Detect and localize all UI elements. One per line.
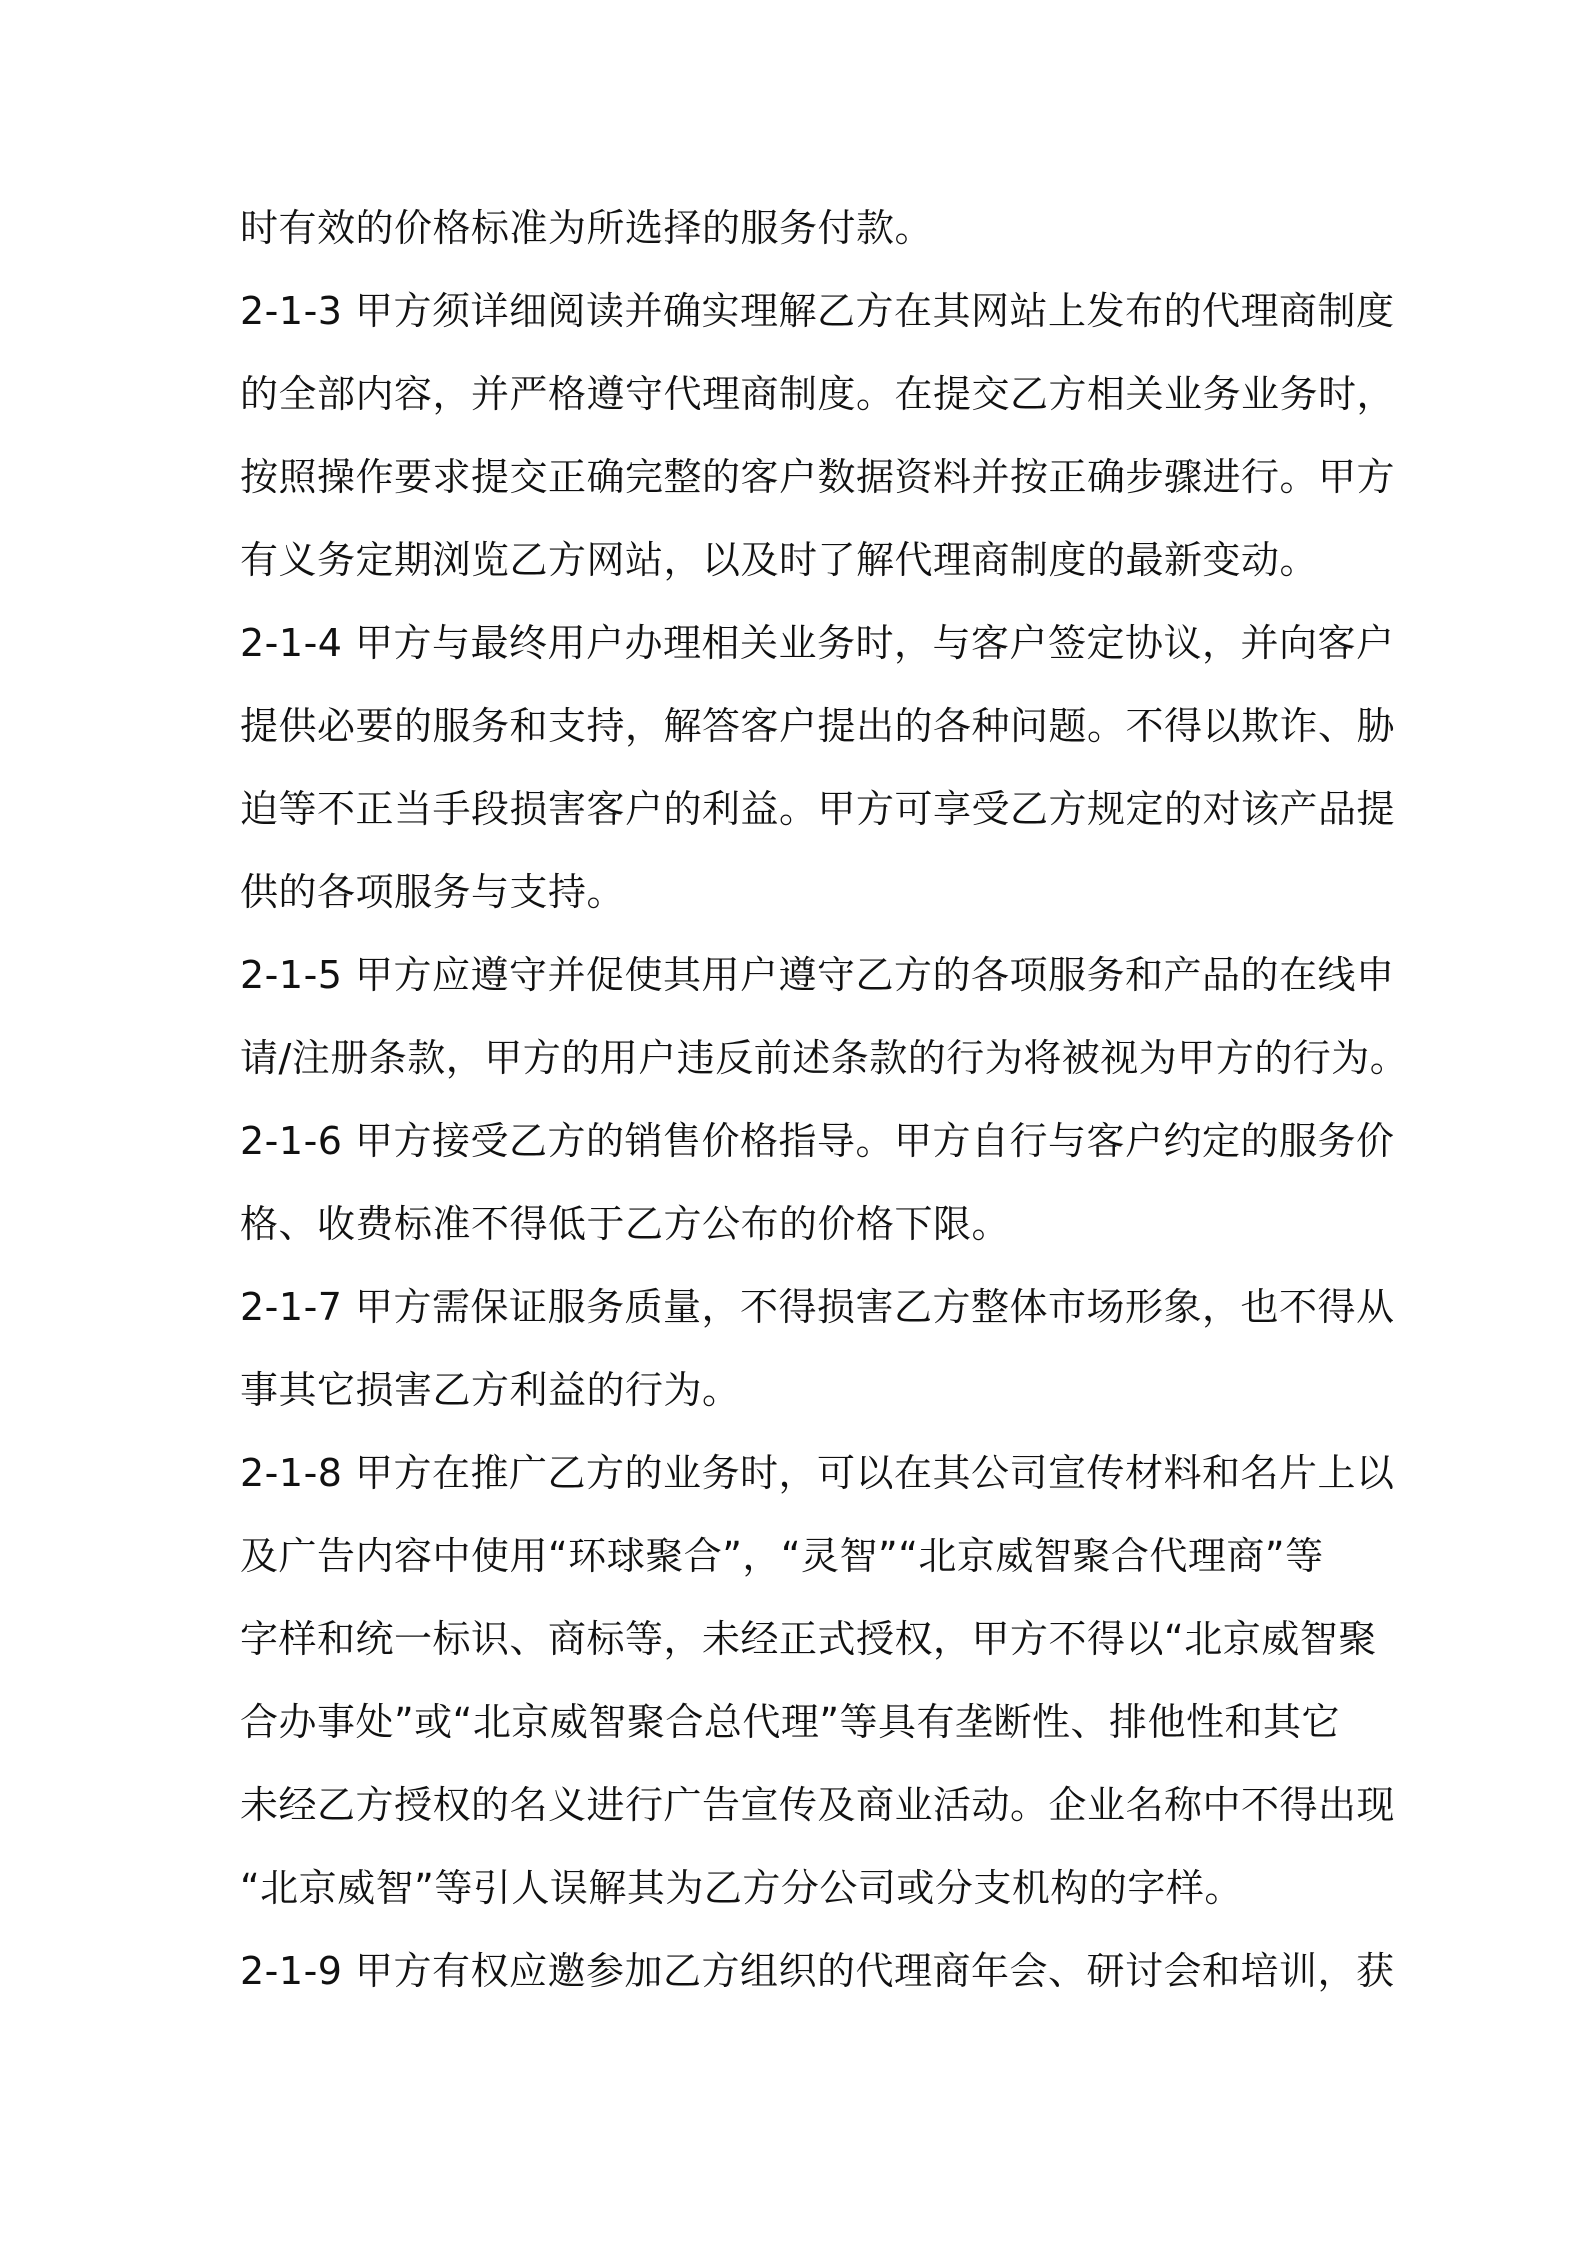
text-line: “北京威智”等引人误解其为乙方分公司或分支机构的字样。	[240, 1866, 1243, 1910]
text-line: 请/注册条款，甲方的用户违反前述条款的行为将被视为甲方的行为。	[240, 1036, 1409, 1080]
text-line: 事其它损害乙方利益的行为。	[240, 1368, 741, 1412]
text-line: 合办事处”或“北京威智聚合总代理”等具有垄断性、排他性和其它	[240, 1700, 1341, 1744]
text-line: 提供必要的服务和支持，解答客户提出的各种问题。不得以欺诈、胁	[240, 704, 1396, 748]
text-line: 2-1-5 甲方应遵守并促使其用户遵守乙方的各项服务和产品的在线申	[240, 953, 1395, 997]
text-line: 2-1-3 甲方须详细阅读并确实理解乙方在其网站上发布的代理商制度	[240, 289, 1395, 333]
text-line: 2-1-4 甲方与最终用户办理相关业务时，与客户签定协议，并向客户	[240, 621, 1395, 665]
text-line: 的全部内容，并严格遵守代理商制度。在提交乙方相关业务业务时，	[240, 372, 1396, 416]
text-line: 迫等不正当手段损害客户的利益。甲方可享受乙方规定的对该产品提	[240, 787, 1396, 831]
text-line: 2-1-9 甲方有权应邀参加乙方组织的代理商年会、研讨会和培训，获	[240, 1949, 1395, 1993]
text-line: 格、收费标准不得低于乙方公布的价格下限。	[240, 1202, 1011, 1246]
text-line: 及广告内容中使用“环球聚合”，“灵智”“北京威智聚合代理商”等	[240, 1534, 1324, 1578]
text-line: 2-1-6 甲方接受乙方的销售价格指导。甲方自行与客户约定的服务价	[240, 1119, 1395, 1163]
text-line: 未经乙方授权的名义进行广告宣传及商业活动。企业名称中不得出现	[240, 1783, 1396, 1827]
text-line: 按照操作要求提交正确完整的客户数据资料并按正确步骤进行。甲方	[240, 455, 1396, 499]
text-line: 供的各项服务与支持。	[240, 870, 626, 914]
text-line: 2-1-7 甲方需保证服务质量，不得损害乙方整体市场形象，也不得从	[240, 1285, 1395, 1329]
text-line: 字样和统一标识、商标等，未经正式授权，甲方不得以“北京威智聚	[240, 1617, 1377, 1661]
text-line: 有义务定期浏览乙方网站，以及时了解代理商制度的最新变动。	[240, 538, 1319, 582]
text-line: 时有效的价格标准为所选择的服务付款。	[240, 206, 934, 250]
text-line: 2-1-8 甲方在推广乙方的业务时，可以在其公司宣传材料和名片上以	[240, 1451, 1395, 1495]
